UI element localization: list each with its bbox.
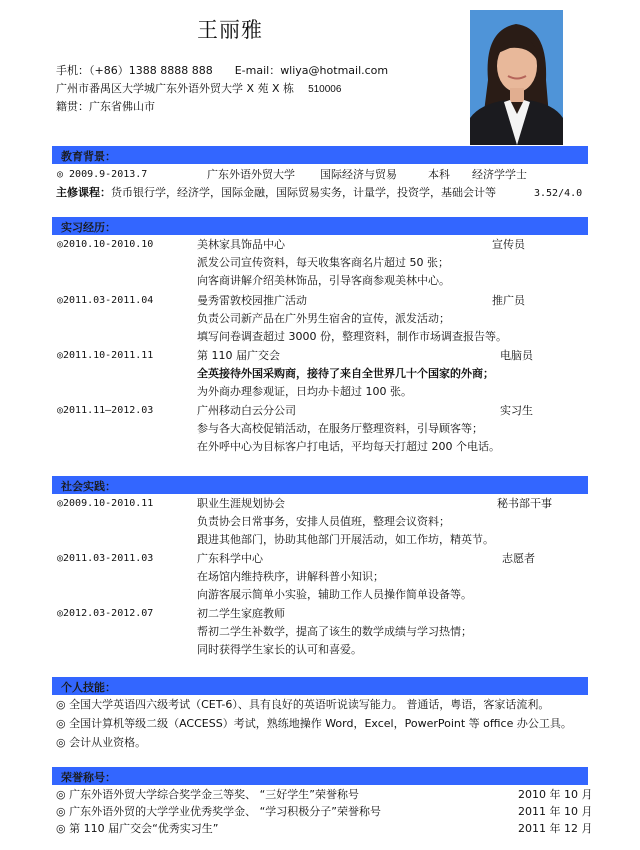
social-org: 广东科学中心: [197, 552, 263, 565]
section-title: 教育背景：: [61, 150, 116, 163]
gpa: 3.52/4.0: [534, 188, 583, 199]
education-level: 本科: [428, 168, 450, 181]
internship-desc: 填写问卷调查超过 3000 份，整理资料，制作市场调查报告等。: [197, 330, 507, 343]
internship-desc: 在外呼中心为目标客户打电话，平均每天打超过 200 个电话。: [197, 440, 500, 453]
section-bar-education: [52, 146, 588, 164]
internship-org: 曼秀雷敦校园推广活动: [197, 294, 307, 307]
social-desc: 负责协会日常事务，安排人员值班，整理会议资料；: [197, 515, 450, 528]
internship-desc: 向客商讲解介绍美林饰品，引导客商参观美林中心。: [197, 274, 450, 287]
honor-item: ◎ 广东外语外贸的大学学业优秀奖学金、 “学习积极分子”荣誉称号: [56, 805, 381, 818]
education-major: 国际经济与贸易: [320, 168, 397, 181]
section-title: 社会实践：: [61, 480, 116, 493]
section-bar-social: [52, 476, 588, 494]
internship-role: 电脑员: [500, 349, 533, 362]
internship-desc: 派发公司宣传资料，每天收集客商名片超过 50 张；: [197, 256, 449, 269]
section-title: 荣誉称号：: [61, 771, 116, 784]
internship-role: 实习生: [500, 404, 533, 417]
section-bar-skills: [52, 677, 588, 695]
internship-desc: 负责公司新产品在广外男生宿舍的宣传，派发活动；: [197, 312, 450, 325]
candidate-name: 王丽雅: [197, 18, 263, 42]
social-desc: 同时获得学生家长的认可和喜爱。: [197, 643, 362, 656]
courses-list: 货币银行学，经济学，国际金融，国际贸易实务，计量学，投资学，基础会计等: [111, 186, 496, 199]
internship-desc: 为外商办理参观证，日均办卡超过 100 张。: [197, 385, 412, 398]
social-desc: 向游客展示简单小实验，辅助工作人员操作简单设备等。: [197, 588, 472, 601]
internship-org: 美林家具饰品中心: [197, 238, 285, 251]
education-degree: 经济学学士: [472, 168, 527, 181]
social-org: 初二学生家庭教师: [197, 607, 285, 620]
internship-period: ◎2010.10-2010.10: [57, 239, 154, 250]
internship-period: ◎2011.10-2011.11: [57, 350, 154, 361]
social-desc: 在场馆内维持秩序，讲解科普小知识；: [197, 570, 384, 583]
internship-period: ◎2011.11—2012.03: [57, 405, 154, 416]
internship-role: 宣传员: [492, 238, 525, 251]
education-school: 广东外语外贸大学: [207, 168, 295, 181]
social-role: 秘书部干事: [497, 497, 552, 510]
section-bar-internships: [52, 217, 588, 235]
hometown: 籍贯：广东省佛山市: [56, 100, 155, 113]
portrait-icon: [470, 10, 563, 145]
skill-item: ◎ 全国计算机等级二级（ACCESS）考试，熟练地操作 Word，Excel，PowerPoint 等 office 办公工具。: [56, 717, 572, 730]
education-period: ◎ 2009.9-2013.7: [57, 169, 148, 180]
address-line: [56, 82, 341, 97]
social-period: ◎2012.03-2012.07: [57, 608, 154, 619]
courses-line: [56, 186, 496, 200]
email[interactable]: E-mail：wliya@hotmail.com: [234, 64, 389, 77]
postcode: 510006: [308, 84, 342, 95]
social-org: 职业生涯规划协会: [197, 497, 285, 510]
phone: 手机：（+86）1388 8888 888: [56, 64, 213, 77]
social-period: ◎2011.03-2011.03: [57, 553, 154, 564]
honor-date: 2011 年 10 月: [518, 805, 593, 818]
section-title: 实习经历：: [61, 221, 116, 234]
social-desc: 跟进其他部门，协助其他部门开展活动，如工作坊，精英节。: [197, 533, 494, 546]
honor-date: 2010 年 10 月: [518, 788, 593, 801]
contact-line: [56, 64, 388, 78]
honor-date: 2011 年 12 月: [518, 822, 593, 835]
address: 广州市番禺区大学城广东外语外贸大学 X 苑 X 栋: [56, 82, 295, 95]
internship-desc: 参与各大高校促销活动，在服务厅整理资料，引导顾客等；: [197, 422, 483, 435]
internship-period: ◎2011.03-2011.04: [57, 295, 154, 306]
profile-photo: [470, 10, 563, 145]
social-desc: 帮初二学生补数学，提高了该生的数学成绩与学习热情；: [197, 625, 472, 638]
internship-org: 第 110 届广交会: [197, 349, 280, 362]
section-title: 个人技能：: [61, 681, 116, 694]
social-role: 志愿者: [502, 552, 535, 565]
internship-org: 广州移动白云分公司: [197, 404, 296, 417]
internship-desc: 全英接待外国采购商，接待了来自全世界几十个国家的外商；: [197, 367, 494, 380]
skill-item: ◎ 全国大学英语四六级考试（CET-6）、具有良好的英语听说读写能力。 普通话，粤语，客家话流利。: [56, 698, 550, 711]
courses-label: 主修课程：: [56, 186, 111, 199]
honor-item: ◎ 第 110 届广交会“优秀实习生”: [56, 822, 219, 835]
honor-item: ◎ 广东外语外贸大学综合奖学金三等奖、 “三好学生”荣誉称号: [56, 788, 359, 801]
social-period: ◎2009.10-2010.11: [57, 498, 154, 509]
section-bar-honors: [52, 767, 588, 785]
internship-role: 推广员: [492, 294, 525, 307]
skill-item: ◎ 会计从业资格。: [56, 736, 147, 749]
